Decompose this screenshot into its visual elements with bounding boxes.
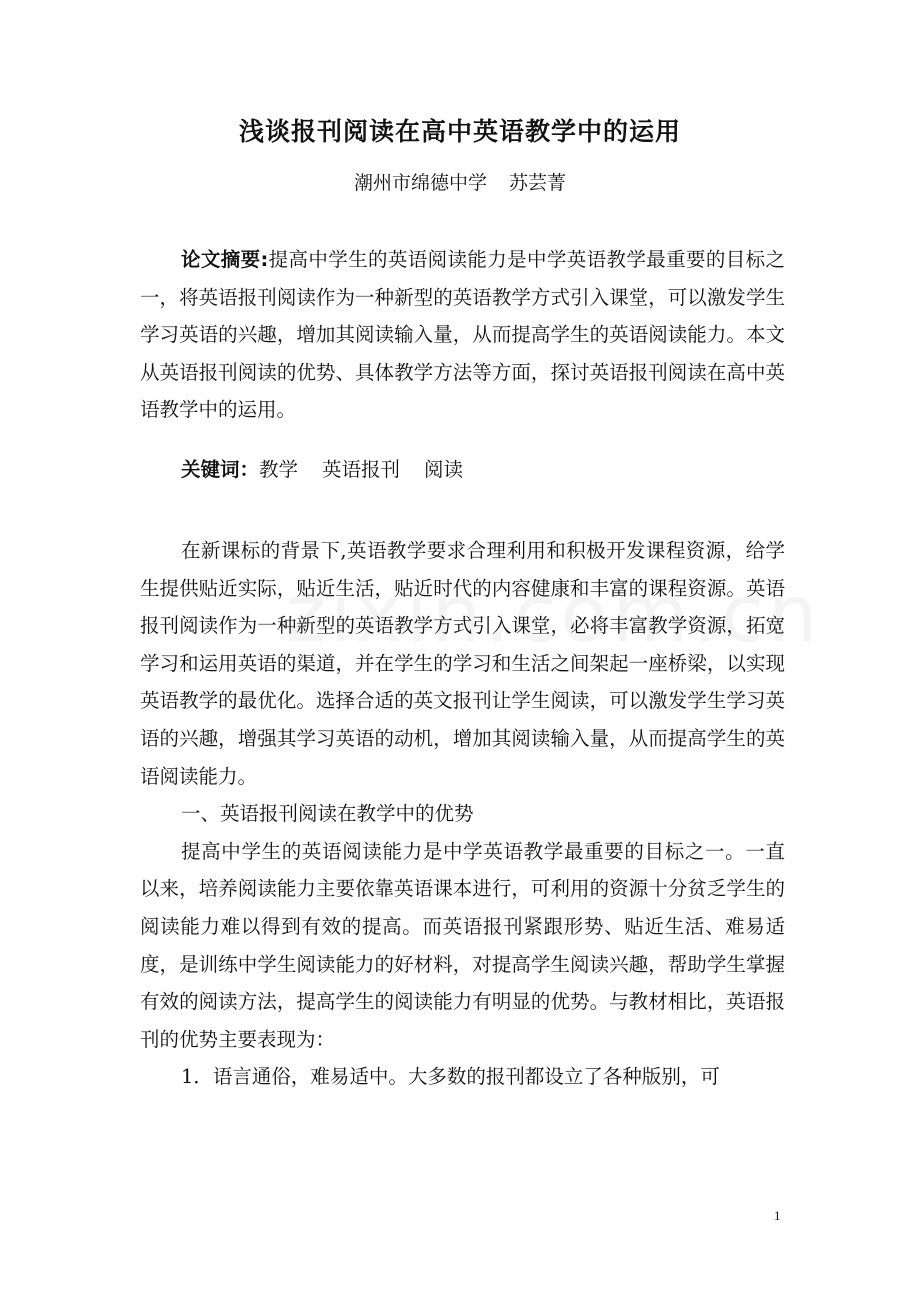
keyword: 阅读 [424, 458, 464, 481]
keywords-label: 关键词： [181, 458, 260, 481]
main-body [140, 532, 785, 1096]
author-line [0, 168, 920, 195]
abstract-section [140, 241, 785, 429]
document-title: 浅谈报刊阅读在高中英语教学中的运用 [238, 117, 681, 146]
abstract-label: 论文摘要: [181, 248, 269, 271]
keyword: 教学 [259, 458, 299, 481]
section-heading: 一、英语报刊阅读在教学中的优势 [181, 802, 474, 826]
body-paragraph: 在新课标的背景下,英语教学要求合理利用和积极开发课程资源，给学生提供贴近实际，贴近生活，贴近时代的内容健康和丰富的课程资源。英语报刊阅读作为一种新型的英语教学方式引入课堂，必将丰富教学资源，拓宽学习和运用英语的渠道，并在学生的学习和生活之间架起一座桥梁，以实现英语教学的最优化。选择合适的英文报刊让学生阅读，可以激发学生学习英语的兴趣，增强其学习英语的动机，增加其阅读输入量，从而提高学生的英语阅读能力。 [140, 539, 785, 788]
abstract-text: 提高中学生的英语阅读能力是中学英语教学最重要的目标之一，将英语报刊阅读作为一种新型的英语教学方式引入课堂，可以激发学生学习英语的兴趣，增加其阅读输入量，从而提高学生的英语阅读能力。本文从英语报刊阅读的优势、具体教学方法等方面，探讨英语报刊阅读在高中英语教学中的运用。 [140, 248, 785, 422]
list-item: 1．语言通俗，难易适中。大多数的报刊都设立了各种版别，可 [181, 1065, 720, 1089]
body-paragraph: 提高中学生的英语阅读能力是中学英语教学最重要的目标之一。一直以来，培养阅读能力主要依靠英语课本进行，可利用的资源十分贫乏学生的阅读能力难以得到有效的提高。而英语报刊紧跟形势、贴近生活、难易适度，是训练中学生阅读能力的好材料，对提高学生阅读兴趣，帮助学生掌握有效的阅读方法，提高学生的阅读能力有明显的优势。与教材相比，英语报刊的优势主要表现为： [140, 839, 785, 1051]
keyword: 英语报刊 [322, 458, 401, 481]
author-name: 苏芸菁 [509, 172, 567, 194]
keywords-section [140, 451, 785, 489]
abstract-paragraph [140, 241, 785, 429]
author-school: 潮州市绵德中学 [353, 172, 487, 194]
page-number: 1 [774, 1208, 781, 1223]
keywords-line [140, 451, 785, 489]
